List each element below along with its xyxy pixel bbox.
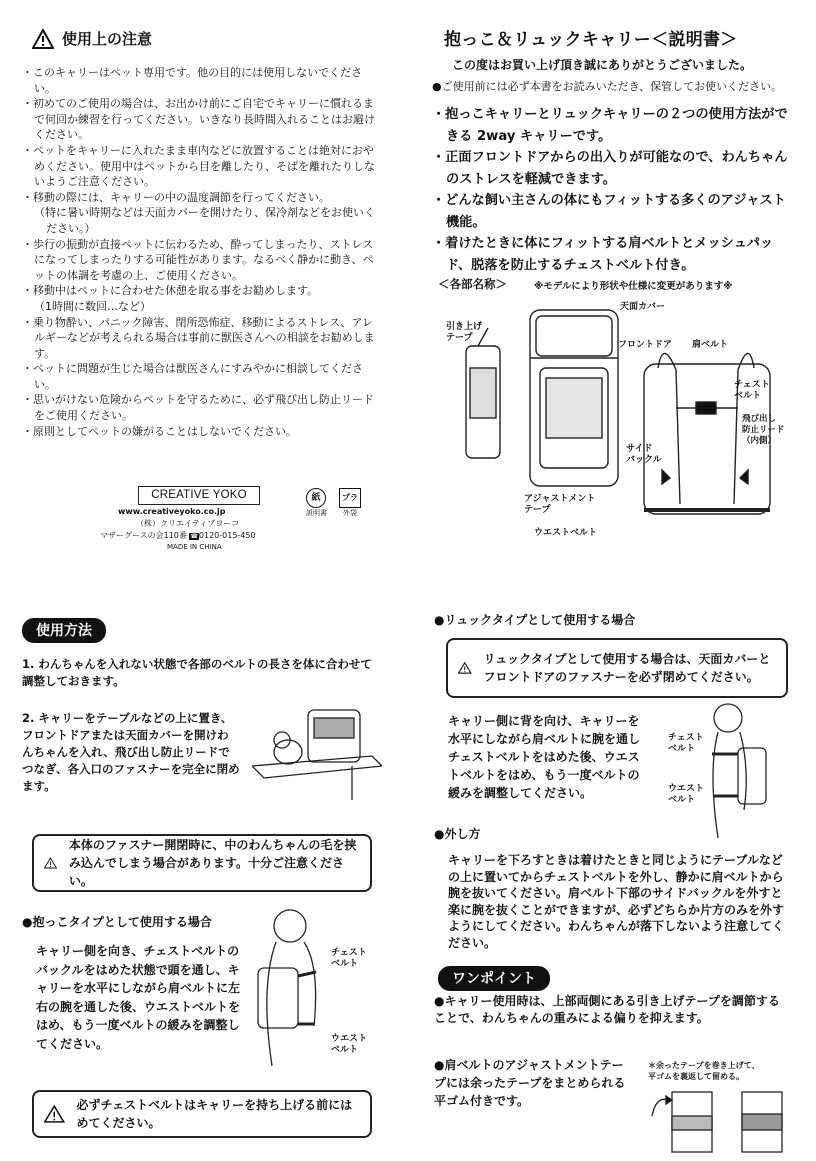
feature-item: ・抱っこキャリーとリュックキャリーの２つの使用方法ができる 2way キャリーです。	[432, 107, 788, 144]
brand-url: www.creativeyoko.co.jp	[118, 507, 226, 516]
chest-belt-warning	[32, 1090, 372, 1138]
label-shoulder-belt: 肩ベルト	[692, 340, 729, 350]
plastic-recycle-mark	[339, 488, 361, 518]
table-dog-illustration	[252, 700, 382, 800]
caution-item: ・ペットに問題が生じた場合は獣医さんにすみやかに相談してください。	[22, 362, 363, 391]
onepoint-note: ＊余ったテープを巻き上げて、 平ゴムを裏返して留める。	[648, 1061, 760, 1081]
feature-list	[432, 104, 792, 276]
hold-chest-label: チェスト ベルト	[331, 948, 367, 969]
howto-title: 使用方法	[22, 618, 106, 643]
remove-text: キャリーを下ろすときは着けたときと同じようにテーブルなどの上に置いてからチェストベルトを外し、静かに肩ベルトから腕を抜いてください。肩ベルト下部のサイドバックルを外すと楽に腕を抜くことができますが、必ずどちらか片方のみを外すようにしてください。わんちゃんが落下しないよう注意してください。	[448, 853, 785, 950]
caution-item: ・ペットをキャリーに入れたまま車内などに放置することは絶対におやめください。使用中はペットから目を離したり、そばを離れたりしないようご注意ください。	[22, 143, 375, 189]
caution-list	[22, 65, 380, 439]
warning-icon	[458, 657, 472, 679]
ruck-warning	[446, 638, 788, 698]
label-pull-tape: 引き上げ テープ	[446, 322, 483, 343]
ruck-waist-label: ウエスト ベルト	[668, 784, 705, 805]
phone-icon: ☎	[190, 533, 198, 540]
ruck-type-text: キャリー側に背を向け、キャリーを水平にしながら肩ベルトに腕を通しチェストベルトをはめた後、ウエストベルトをはめ、もう一度ベルトの緩みを調整してください。	[448, 714, 641, 800]
caution-item: ・このキャリーはペット専用です。他の目的には使用しないでください。	[22, 66, 363, 95]
hold-person-illustration	[250, 906, 340, 1076]
onepoint-item-2: ●肩ベルトのアジャストメントテープには余ったテープをまとめられる平ゴム付きです。	[434, 1058, 626, 1108]
feature-item: ・着けたときに体にフィットする肩ベルトとメッシュパッド、脱落を防止するチェストベルト付き。	[432, 236, 774, 273]
caution-item: ・歩行の振動が直接ペットに伝わるため、酔ってしまったり、ストレスになってしまったりする可能性があります。なるべく静かに動き、ペットの体調を考慮の上、ご使用ください。	[22, 237, 374, 282]
made-in: MADE IN CHINA	[167, 543, 222, 551]
ruck-person-illustration	[704, 700, 774, 840]
thanks-text: この度はお買い上げ頂き誠にありがとうございました。	[452, 58, 753, 72]
label-waist-belt: ウエストベルト	[534, 528, 598, 538]
warning-icon	[44, 1103, 65, 1125]
brand-phone: 0120-015-450	[198, 531, 256, 540]
brand-logo: CREATIVE YOKO	[138, 486, 260, 505]
hold-type-text: キャリー側を向き、チェストベルトのバックルをはめた状態で頭を通し、キャリーを水平にしながら肩ベルトに左右の腕を通した後、ウエストベルトをはめ、もう一度ベルトの緩みを調整してください。	[36, 944, 241, 1051]
paper-recycle-mark	[306, 488, 327, 518]
caution-item: ・原則としてペットの嫌がることはしないでください。	[22, 424, 297, 438]
hold-type-heading: ●抱っこタイプとして使用する場合	[22, 915, 212, 929]
warning-icon	[32, 29, 54, 49]
feature-item: ・どんな飼い主さんの体にもフィットする多くのアジャスト機能。	[432, 193, 786, 230]
brand-contact	[100, 530, 256, 543]
strap-elastic-illustration	[648, 1086, 788, 1156]
caution-item: ・思いがけない危険からペットを守るために、必ず飛び出し防止リードをご使用ください。	[22, 393, 374, 423]
paper-mark-icon: 紙	[306, 488, 326, 508]
zipper-warning	[32, 834, 372, 892]
plastic-mark-icon: プラ	[339, 488, 361, 508]
label-chest-belt: チェスト ベルト	[734, 380, 770, 401]
ruck-type-heading: ●リュックタイプとして使用する場合	[434, 613, 636, 627]
chest-belt-warning-text: 必ずチェストベルトはキャリーを持ち上げる前にはめてください。	[76, 1098, 353, 1130]
warning-icon	[44, 852, 57, 874]
parts-note: ※モデルにより形状や仕様に変更があります※	[534, 281, 733, 292]
onepoint-title: ワンポイント	[438, 966, 550, 991]
caution-heading	[32, 28, 152, 49]
ruck-chest-label: チェスト ベルト	[668, 733, 704, 754]
caution-item: （特に暑い時期などは天面カバーを開けたり、保冷剤などをお使いください。）	[34, 206, 375, 235]
brand-info	[100, 506, 256, 543]
label-side-buckle: サイド バックル	[626, 444, 662, 465]
caution-item: ・移動中はペットに合わせた休憩を取る事をお勧めします。	[22, 284, 319, 298]
caution-item: ・移動の際には、キャリーの中の温度調節を行ってください。	[22, 190, 330, 204]
remove-heading: ●外し方	[434, 827, 481, 841]
caution-item: （1時間に数回…など）	[34, 299, 151, 313]
paper-mark-label: 説明書	[306, 509, 327, 517]
label-front-door: フロントドア	[618, 340, 672, 350]
onepoint-item-1: ●キャリー使用時は、上部両側にある引き上げテープを調節することで、わんちゃんの重みによる偏りを抑えます。	[434, 994, 780, 1025]
read-note: ●ご使用前には必ず本書をお読みいただき、保管してお使いください。	[432, 80, 783, 93]
hold-waist-label: ウエスト ベルト	[331, 1034, 368, 1055]
brand-address: マザーグースの会110番	[100, 531, 187, 540]
caution-title: 使用上の注意	[62, 30, 153, 48]
howto-step-2: 2. キャリーをテーブルなどの上に置き、フロントドアまたは天面カバーを開けわんちゃんを入れ、飛び出し防止リードでつなぎ、各入口のファスナーを完全に閉めます。	[22, 711, 240, 793]
manual-title: 抱っこ＆リュックキャリー＜説明書＞	[444, 30, 738, 50]
label-adjust-tape: アジャストメント テープ	[524, 494, 596, 515]
brand-company: （株）クリエイティブヨーコ	[136, 519, 240, 528]
plastic-mark-label: 外袋	[343, 509, 357, 517]
zipper-warning-text: 本体のファスナー開閉時に、中のわんちゃんの毛を挟み込んでしまう場合があります。十分ご注意ください。	[68, 838, 357, 888]
ruck-warning-text: リュックタイプとして使用する場合は、天面カバーとフロントドアのファスナーを必ず閉めてください。	[483, 652, 771, 684]
label-lead: 飛び出し 防止リード （内側）	[742, 414, 785, 446]
caution-item: ・乗り物酔い、パニック障害、閉所恐怖症、移動によるストレス、アレルギーなどが考えられる場合は事前に獣医さんへの相談をお勧めします。	[22, 315, 375, 360]
label-top-cover: 天面カバー	[620, 302, 666, 312]
caution-item: ・初めてのご使用の場合は、お出かけ前にご自宅でキャリーに慣れるまで何回か練習を行ってください。いきなり長時間入れることはお避けください。	[22, 97, 375, 142]
feature-item: ・正面フロントドアからの出入りが可能なので、わんちゃんのストレスを軽減できます。	[432, 150, 788, 187]
parts-heading: ＜各部名称＞	[438, 277, 507, 291]
howto-step-1: 1. わんちゃんを入れない状態で各部のベルトの長さを体に合わせて調整しておきます。	[22, 657, 372, 688]
